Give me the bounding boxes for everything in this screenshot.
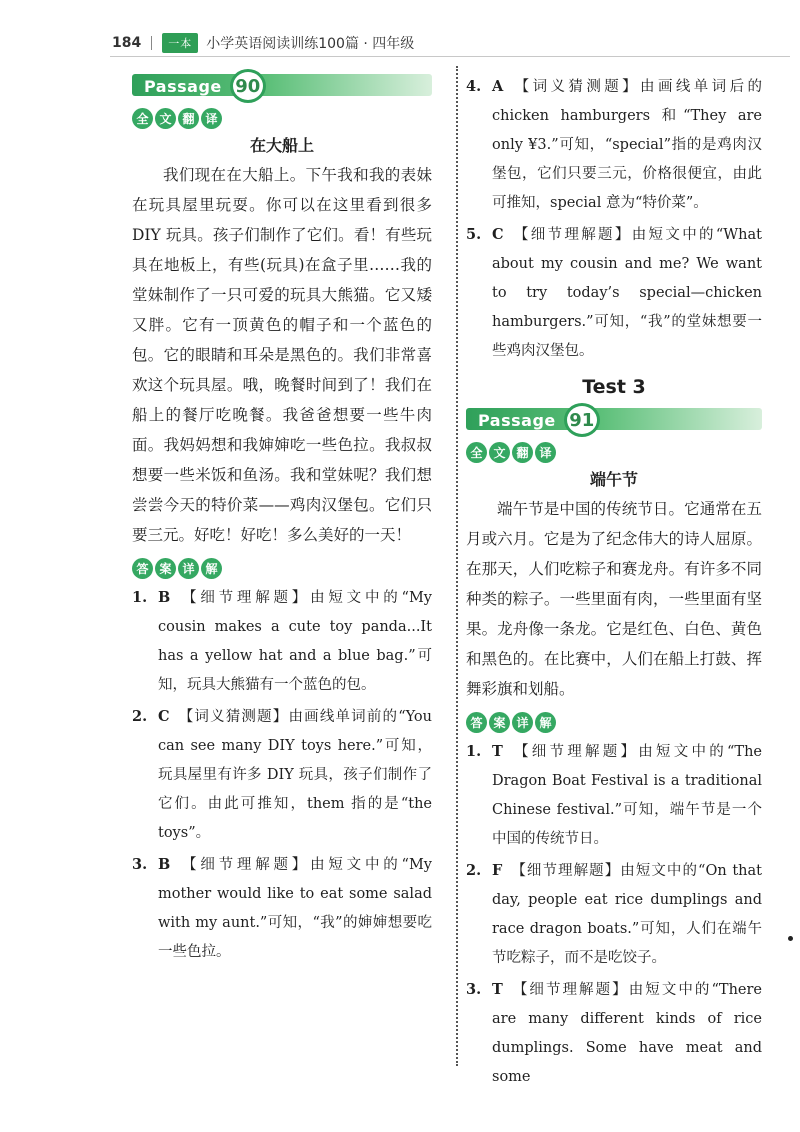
answer-number: 3. bbox=[466, 981, 482, 998]
answer-key: B bbox=[158, 856, 171, 873]
badge-char: 译 bbox=[201, 108, 222, 129]
answers-badge bbox=[466, 712, 762, 733]
answer-number: 2. bbox=[466, 862, 482, 879]
answer-key: C bbox=[492, 226, 504, 243]
answer-number: 4. bbox=[466, 78, 482, 95]
answer-explanation: 【词义猜测题】由画线单词后的 chicken hamburgers 和“They are only ¥3.”可知，“special”指的是鸡肉汉堡包，它们只要三元，价格很便宜，由此可推知，special 意为“特价菜”。 bbox=[492, 79, 762, 211]
page-number: 184 bbox=[112, 35, 142, 51]
badge-char: 解 bbox=[535, 712, 556, 733]
answer-explanation: 【词义猜测题】由画线单词前的“You can see many DIY toys here.”可知，玩具屋里有许多 DIY 玩具，孩子们制作了它们。由此可推知，them 指的是“the toys”。 bbox=[158, 709, 432, 841]
story-text: 端午节是中国的传统节日。它通常在五月或六月。它是为了纪念伟大的诗人屈原。在那天，人们吃粽子和赛龙舟。有许多不同种类的粽子。一些里面有肉，一些里面有坚果。龙舟像一条龙。它是红色、白色、黄色和黑色的。在比赛中，人们在船上打鼓、挥舞彩旗和划船。 bbox=[466, 500, 762, 698]
badge-char: 全 bbox=[132, 108, 153, 129]
badge-char: 翻 bbox=[178, 108, 199, 129]
badge-char: 案 bbox=[155, 558, 176, 579]
answers-badge bbox=[132, 558, 432, 579]
answer-number: 3. bbox=[132, 856, 148, 873]
answer-list-continued bbox=[466, 72, 762, 366]
answer-explanation: 【细节理解题】由短文中的“The Dragon Boat Festival is a traditional Chinese festival.”可知，端午节是一个中国的传统节日。 bbox=[492, 744, 762, 847]
story-text: 我们现在在大船上。下午我和我的表妹在玩具屋里玩耍。你可以在这里看到很多 DIY 玩具。孩子们制作了它们。看！有些玩具在地板上，有些(玩具)在盒子里……我的堂妹制作了一只可爱的玩具大熊猫。它又矮又胖。它有一顶黄色的帽子和一个蓝色的包。它的眼睛和耳朵是黑色的。我们非常喜欢这个玩具屋。哦，晚餐时间到了！我们在船上的餐厅吃晚餐。我爸爸想要一些牛肉面。我妈妈想和我婶婶吃一些色拉。我叔叔想要一些米饭和鱼汤。我和堂妹呢？我们想尝尝今天的特价菜——鸡肉汉堡包。它们只要三元。好吃！好吃！多么美好的一天！ bbox=[132, 166, 432, 544]
story-title: 端午节 bbox=[589, 470, 638, 489]
answer-key: B bbox=[158, 589, 171, 606]
answer-number: 5. bbox=[466, 226, 482, 243]
story-title: 在大船上 bbox=[249, 136, 314, 155]
badge-char: 翻 bbox=[512, 442, 533, 463]
badge-char: 文 bbox=[489, 442, 510, 463]
answer-key: T bbox=[492, 981, 503, 998]
answer-number: 1. bbox=[132, 589, 148, 606]
book-title: 小学英语阅读训练100篇 · 四年级 bbox=[206, 36, 415, 52]
answer-key: A bbox=[492, 78, 504, 95]
answer-explanation: 【细节理解题】由短文中的“My mother would like to eat some salad with my aunt.”可知，“我”的婶婶想要吃一些色拉。 bbox=[158, 857, 432, 960]
answer-item bbox=[132, 583, 432, 700]
badge-char: 答 bbox=[132, 558, 153, 579]
badge-char: 答 bbox=[466, 712, 487, 733]
answer-number: 2. bbox=[132, 708, 148, 725]
answer-item bbox=[466, 220, 762, 366]
answer-key: F bbox=[492, 862, 503, 879]
page-header bbox=[112, 30, 414, 56]
passage-number: 91 bbox=[564, 403, 600, 437]
answer-explanation: 【细节理解题】由短文中的“There are many different kinds of rice dumplings. Some have meat and some bbox=[492, 982, 762, 1085]
answer-explanation: 【细节理解题】由短文中的“My cousin makes a cute toy panda...It has a yellow hat and a blue bag.”可知，玩具大熊猫有一个蓝色的包。 bbox=[158, 590, 432, 693]
badge-char: 文 bbox=[155, 108, 176, 129]
answer-list bbox=[132, 583, 432, 967]
left-column bbox=[132, 70, 432, 969]
header-rule bbox=[110, 56, 790, 57]
translation-badge bbox=[466, 442, 762, 463]
answer-list bbox=[466, 737, 762, 1092]
answer-explanation: 【细节理解题】由短文中的“What about my cousin and me? We want to try today’s special—chicken hamburgers.”可知，“我”的堂妹想要一些鸡肉汉堡包。 bbox=[492, 227, 762, 359]
margin-dot bbox=[788, 936, 793, 941]
passage-label: Passage bbox=[478, 410, 556, 430]
answer-item bbox=[132, 702, 432, 848]
header-separator bbox=[151, 36, 152, 50]
passage-91-banner bbox=[466, 404, 762, 436]
badge-char: 解 bbox=[201, 558, 222, 579]
answer-item bbox=[132, 850, 432, 967]
answer-explanation: 【细节理解题】由短文中的“On that day, people eat rice dumplings and race dragon boats.”可知，人们在端午节吃粽子，而不是吃饺子。 bbox=[492, 863, 762, 966]
brand-logo: 一本 bbox=[162, 33, 198, 53]
badge-char: 详 bbox=[178, 558, 199, 579]
answer-number: 1. bbox=[466, 743, 482, 760]
passage-number: 90 bbox=[230, 69, 266, 103]
answer-key: C bbox=[158, 708, 170, 725]
right-column bbox=[466, 70, 762, 1094]
badge-char: 译 bbox=[535, 442, 556, 463]
answer-item bbox=[466, 737, 762, 854]
passage-label: Passage bbox=[144, 76, 222, 96]
badge-char: 案 bbox=[489, 712, 510, 733]
answer-item bbox=[466, 975, 762, 1092]
answer-item bbox=[466, 856, 762, 973]
badge-char: 全 bbox=[466, 442, 487, 463]
passage-90-banner bbox=[132, 70, 432, 102]
column-divider bbox=[456, 66, 458, 1066]
answer-item bbox=[466, 72, 762, 218]
translation-badge bbox=[132, 108, 432, 129]
test-title: Test 3 bbox=[582, 376, 646, 398]
badge-char: 详 bbox=[512, 712, 533, 733]
answer-key: T bbox=[492, 743, 503, 760]
